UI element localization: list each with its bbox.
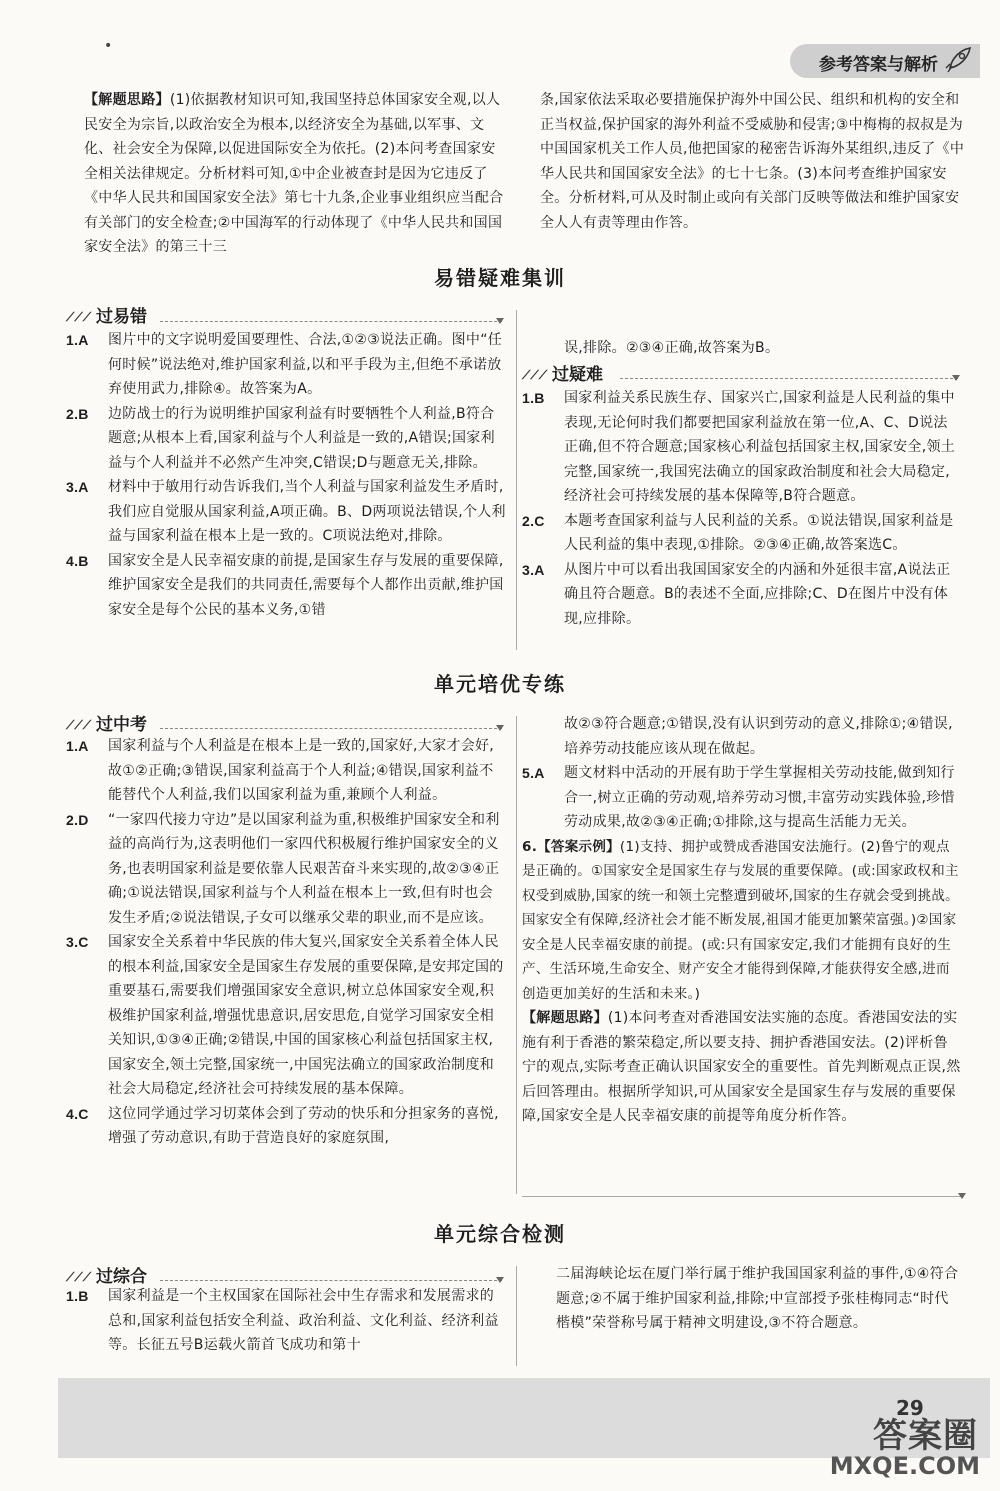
answer-item: 5.A 题文材料中活动的开展有助于学生掌握相关劳动技能,做到知行合一,树立正确的劳动观,培养劳动习惯,丰富劳动实践体验,珍惜劳动成果,故②③④正确;①排除,这与提高生活能力无关。 — [522, 765, 955, 830]
solution-paragraph — [84, 88, 504, 260]
footer-band — [58, 1378, 990, 1458]
column-divider — [516, 1266, 517, 1366]
answer-item: 2.C 本题考查国家利益与人民利益的关系。①说法错误,国家利益是人民利益的集中表现,①排除。②③④正确,故答案选C。 — [522, 512, 954, 553]
sec1-right-items — [522, 386, 962, 631]
sec1-left-column — [66, 328, 506, 622]
watermark-url: MXQE.COM — [829, 1452, 980, 1480]
answer-item: 2.B 边防战士的行为说明维护国家利益有时要牺牲个人利益,B符合题意;从根本上看,国家利益与个人利益是一致的,A错误;国家利益与个人利益并不必然产生冲突,C错误;D与题意无关,排除。 — [66, 405, 495, 471]
continued-text: 误,排除。②③④正确,故答案为B。 — [564, 340, 780, 356]
sec3-left-column — [66, 1284, 506, 1358]
section-title-practice: 单元培优专练 — [434, 672, 566, 696]
top-right-column — [540, 88, 965, 235]
tick-marks-icon: ⟋⟋⟋ — [66, 309, 92, 324]
tick-marks-icon: ⟋⟋⟋ — [522, 367, 548, 382]
sec1-right-column — [522, 336, 962, 361]
subheading-rule — [160, 728, 502, 730]
watermark-logo: 答案圈 — [873, 1416, 978, 1456]
answer-item: 1.B 国家利益关系民族生存、国家兴亡,国家利益是人民利益的集中表现,无论何时我们都要把国家利益放在第一位,A、C、D说法正确,但不符合题意;国家核心利益包括国家主权,国家安全,领土完整,国家统一,我国宪法确立的国家政治制度和社会大局稳定,经济社会可持续发展的基本保障等,B符合题意。 — [522, 390, 956, 504]
subheading-guo-yicuo: ⟋⟋⟋ 过易错 — [66, 307, 147, 327]
tick-marks-icon: ⟋⟋⟋ — [66, 717, 92, 732]
header-label: 参考答案与解析 — [819, 55, 938, 75]
subheading-guo-yinan: ⟋⟋⟋ 过疑难 — [522, 365, 603, 385]
section-end-rule — [522, 1196, 964, 1198]
page-number: 29 — [896, 1396, 924, 1420]
section-title-error: 易错疑难集训 — [434, 266, 566, 290]
tick-marks-icon: ⟋⟋⟋ — [66, 1269, 92, 1284]
continued-text: 故②③符合题意;①错误,没有认识到劳动的意义,排除①;④错误,培养劳动技能应该从现在做起。 — [564, 716, 953, 757]
answer-item: 3.A 从图片中可以看出我国国家安全的内涵和外延很丰富,A说法正确且符合题意。B的表述不全面,应排除;C、D在图片中没有体现,应排除。 — [522, 561, 951, 627]
column-divider — [516, 310, 517, 650]
solution-text: (1)依据教材知识可知,我国坚持总体国家安全观,以人民安全为宗旨,以政治安全为根本,以经济安全为基础,以军事、文化、社会安全为保障,以促进国际安全为依托。(2)本问考查国家安全相关法律规定。分析材料可知,①中企业被查封是因为它违反了《中华人民共和国国家安全法》第七十九条,企业事业组织应当配合有关部门的安全检查;②中国海军的行动体现了《中华人民共和国国家安全法》的第三十三 — [84, 92, 504, 255]
rocket-icon — [942, 44, 974, 76]
solution-paragraph: 【解题思路】(1)本问考查对香港国安法实施的态度。香港国安法的实施有利于香港的繁荣稳定,所以要支持、拥护香港国安法。(2)评析鲁宁的观点,实际考查正确认识国家安全的重要性。首先判断观点正误,然后回答理由。根据所学知识,可从国家安全是国家生存与发展的重要保障,国家安全是人民幸福安康的前提等角度分析作答。 — [522, 1010, 961, 1124]
subheading-rule — [160, 1280, 502, 1282]
answer-item: 1.A 图片中的文字说明爱国要理性、合法,①②③说法正确。图中“任何时候”说法绝对,维护国家利益,以和平手段为主,但绝不承诺放弃使用武力,排除④。故答案为A。 — [66, 332, 503, 397]
solution-tag: 【解题思路】 — [84, 92, 170, 108]
answer-item: 3.A 材料中于敏用行动告诉我们,当个人利益与国家利益发生矛盾时,我们应自觉服从国家利益,A项正确。B、D两项说法错误,个人利益与国家利益在根本上是一致的。C项说法绝对,排除。 — [66, 479, 506, 544]
subheading-guo-zonghe: ⟋⟋⟋ 过综合 — [66, 1267, 147, 1287]
subheading-rule — [160, 321, 502, 323]
answer-item: 4.C 这位同学通过学习切菜体会到了劳动的快乐和分担家务的喜悦,增强了劳动意识,有助于营造良好的家庭氛围, — [66, 1105, 499, 1146]
answer-item: 1.A 国家利益与个人利益是在根本上是一致的,国家好,大家才会好,故①②正确;③错误,国家利益高于个人利益;④错误,国家利益不能替代个人利益,我们以国家利益为重,兼顾个人利益。 — [66, 738, 495, 803]
section-title-test: 单元综合检测 — [434, 1222, 566, 1246]
sec3-right-column — [556, 1262, 962, 1336]
continued-text: 二届海峡论坛在厦门举行属于维护我国国家利益的事件,①④符合题意;②不属于维护国家利益,排除;中宣部授予张桂梅同志“时代楷模”荣誉称号属于精神文明建设,③不符合题意。 — [556, 1266, 959, 1331]
top-left-column — [84, 88, 504, 260]
top-right-text: 条,国家依法采取必要措施保护海外中国公民、组织和机构的安全和正当权益,保护国家的海外利益不受威胁和侵害;③中梅梅的叔叔是为中国国家机关工作人员,他把国家的秘密告诉海外某组织,违反了《中华人民共和国国家安全法》的七十七条。(3)本问考查维护国家安全。分析材料,可从及时制止或向有关部门反映等做法和维护国家安全人人有责等理由作答。 — [540, 92, 965, 231]
subheading-guo-zhongkao: ⟋⟋⟋ 过中考 — [66, 715, 147, 735]
answer-item: 1.B 国家利益是一个主权国家在国际社会中生存需求和发展需求的总和,国家利益包括安全利益、政治利益、文化利益、经济利益等。长征五号B运载火箭首飞成功和第十 — [66, 1288, 499, 1353]
answer-example: 6.【答案示例】(1)支持、拥护或赞成香港国安法施行。(2)鲁宁的观点是正确的。①国家安全是国家生存与发展的重要保障。(或:国家政权和主权受到威胁,国家的统一和领土完整遭到破坏,国家的生存就会受到挑战。国家安全有保障,经济社会才能不断发展,祖国才能更加繁荣富强。)②国家安全是人民幸福安康的前提。(或:只有国家安定,我们才能拥有良好的生产、生活环境,生命安全、财产安全才能得到保障,才能获得安全感,进而创造更加美好的生活和未来。) — [522, 838, 959, 1002]
subheading-rule — [620, 378, 958, 380]
answer-item: 4.B 国家安全是人民幸福安康的前提,是国家生存与发展的重要保障,维护国家安全是我们的共同责任,需要每个人都作出贡献,维护国家安全是每个公民的基本义务,①错 — [66, 552, 504, 618]
sec2-left-column — [66, 734, 506, 1151]
sec2-right-column — [522, 712, 962, 1129]
answer-item: 3.C 国家安全关系着中华民族的伟大复兴,国家安全关系着全体人民的根本利益,国家安全是国家生存发展的重要保障,是安邦定国的重要基石,需要我们增强国家安全意识,树立总体国家安全观,积极维护国家利益,增强忧患意识,居安思危,自觉学习国家安全相关知识,①③④正确;②错误,中国的国家核心利益包括国家主权,国家安全,领土完整,国家统一,中国宪法确立的国家政治制度和社会大局稳定,经济社会可持续发展的基本保障。 — [66, 934, 504, 1097]
header-dot: • — [104, 38, 113, 54]
answer-item: 2.D “一家四代接力守边”是以国家利益为重,积极维护国家安全和利益的高尚行为,这表明他们一家四代积极履行维护国家安全的义务,也表明国家利益是要依靠人民艰苦奋斗来实现的,故②③④正确;①说法错误,国家利益与个人利益在根本上一致,但有时也会发生矛盾;②说法错误,子女可以继承父辈的职业,而不是应该。 — [66, 811, 500, 926]
column-divider — [516, 716, 517, 1194]
